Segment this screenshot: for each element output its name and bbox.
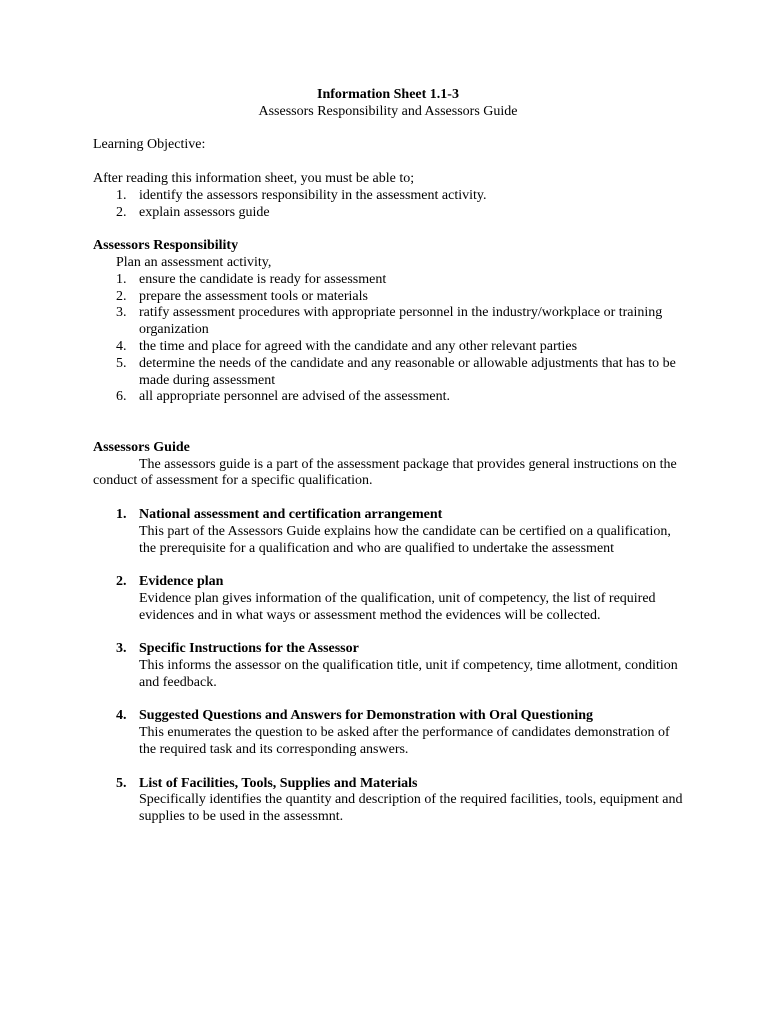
list-text: ratify assessment procedures with appropriate personnel in the industry/workplace or training organization [139,305,663,338]
list-number: 5. [116,355,127,371]
list-text: determine the needs of the candidate and any reasonable or allowable adjustments that has to be made during assessment [139,355,676,388]
guide-item [93,507,683,557]
list-number: 6. [116,389,127,405]
guide-item-title: Specific Instructions for the Assessor [139,641,359,657]
list-number: 4. [116,338,127,354]
list-number: 2. [116,204,127,220]
guide-item [93,776,683,826]
list-text: identify the assessors responsibility in the assessment activity. [139,187,487,203]
guide-item-text: Evidence plan gives information of the qualification, unit of competency, the list of required evidences and in what ways or assessment method the evidences will be collected. [139,590,656,623]
spacer [93,490,683,507]
list-number: 1. [116,506,127,522]
guide-item [93,708,683,758]
spacer [93,221,683,238]
list-text: the time and place for agreed with the candidate and any other relevant parties [139,338,578,354]
list-item [93,272,683,289]
guide-intro: The assessors guide is a part of the assessment package that provides general instructions on the conduct of assessment for a specific qualification. [93,456,677,489]
list-item [93,389,683,406]
list-number: 1. [116,187,127,203]
spacer [93,121,683,138]
guide-item-text: This part of the Assessors Guide explains how the candidate can be certified on a qualification, the prerequisite for a qualification and who are qualified to undertake the assessment [139,523,671,556]
spacer [93,423,683,440]
objectives-list [93,188,683,222]
list-text: prepare the assessment tools or materials [139,288,368,304]
list-item [93,339,683,356]
guide-heading: Assessors Guide [93,439,190,455]
objective-intro: After reading this information sheet, you must be able to; [93,170,415,186]
list-number: 2. [116,288,127,304]
list-item [93,188,683,205]
list-item [93,305,683,339]
list-text: ensure the candidate is ready for assessment [139,271,387,287]
guide-item-text: This informs the assessor on the qualification title, unit if competency, time allotment, condition and feedback. [139,658,678,690]
list-text: all appropriate personnel are advised of the assessment. [139,389,451,405]
responsibility-intro: Plan an assessment activity, [116,254,272,270]
guide-item [93,641,683,691]
guide-item-title: List of Facilities, Tools, Supplies and Materials [139,775,418,791]
guide-item-title: Suggested Questions and Answers for Demonstration with Oral Questioning [139,708,594,724]
guide-item-title: National assessment and certification arrangement [139,506,443,522]
list-number: 1. [116,271,127,287]
learning-objective-label: Learning Objective: [93,137,206,153]
responsibility-heading: Assessors Responsibility [93,238,239,254]
list-number: 2. [116,574,127,590]
guide-item-text: Specifically identifies the quantity and description of the required facilities, tools, equipment and supplies to be used in the assessmnt. [139,792,683,825]
guide-list [93,507,683,826]
list-number: 4. [116,708,127,724]
document-title: Information Sheet 1.1-3 [317,87,459,102]
list-number: 3. [116,641,127,657]
list-number: 3. [116,305,127,321]
guide-item-title: Evidence plan [139,574,224,590]
list-text: explain assessors guide [139,204,270,220]
spacer [93,406,683,423]
list-item [93,205,683,222]
list-item [93,289,683,306]
list-item [93,356,683,390]
list-number: 5. [116,775,127,791]
guide-item-text: This enumerates the question to be asked after the performance of candidates demonstration of the required task and its corresponding answers. [139,725,670,758]
responsibility-list [93,272,683,406]
document-subtitle: Assessors Responsibility and Assessors Guide [258,103,518,119]
spacer [93,154,683,171]
guide-item [93,574,683,624]
document-page [93,87,683,843]
